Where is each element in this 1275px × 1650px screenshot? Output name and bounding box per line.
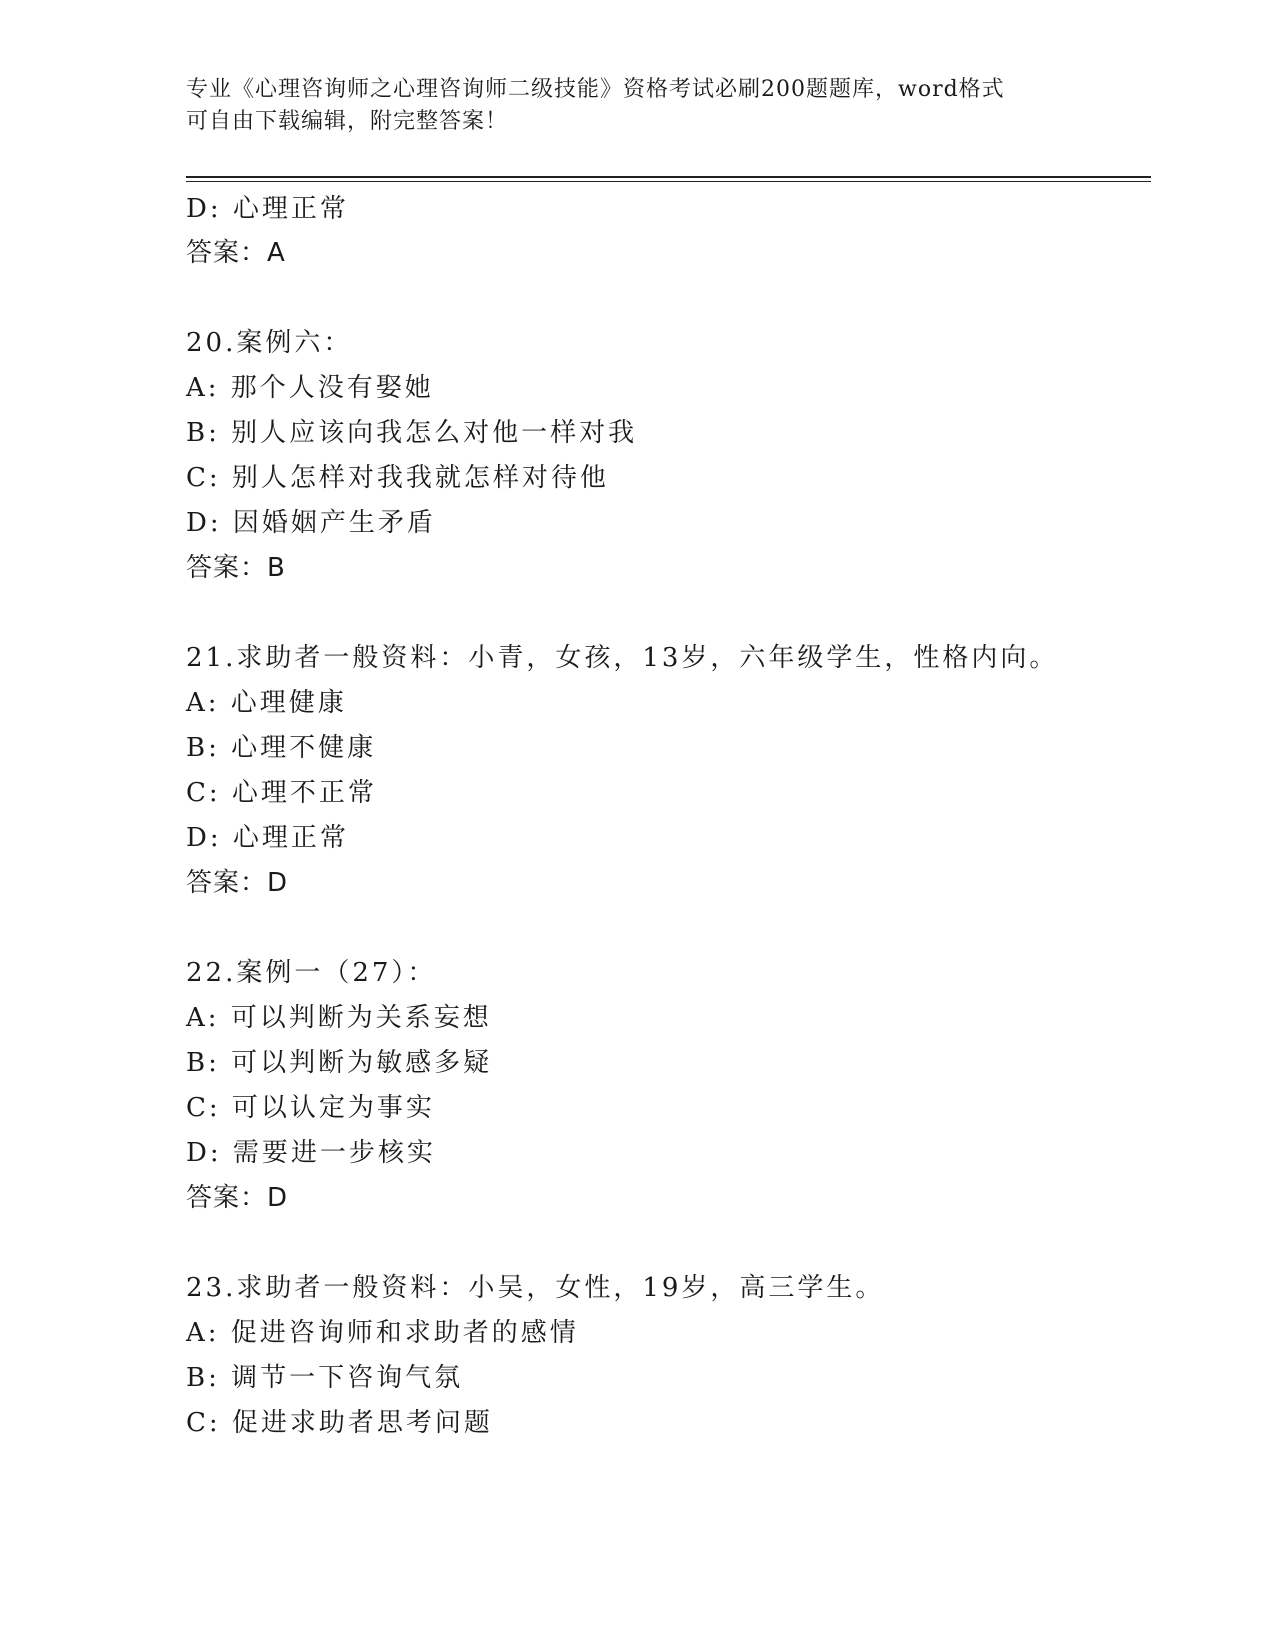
option-line: B: 调节一下咨询气氛 [186,1363,464,1393]
answer-line: 答案：D [186,1183,289,1213]
option-line: C: 别人怎样对我我就怎样对待他 [186,463,609,493]
option-line: A: 那个人没有娶她 [186,373,434,403]
question-line: 20.案例六： [186,328,353,358]
question-line: 22.案例一（27）： [186,958,437,988]
option-line: C: 可以认定为事实 [186,1093,435,1123]
option-line: B: 可以判断为敏感多疑 [186,1048,493,1078]
header-line-1: 专业《心理咨询师之心理咨询师二级技能》资格考试必刷200题题库，word格式 [186,77,1005,102]
option-line: D: 因婚姻产生矛盾 [186,508,436,538]
option-line: D: 心理正常 [186,823,349,853]
option-line: C: 促进求助者思考问题 [186,1408,493,1438]
answer-line: 答案：D [186,868,289,898]
answer-line: 答案：B [186,553,286,583]
document-header [186,74,1086,138]
option-line: B: 心理不健康 [186,733,377,763]
option-line: A: 心理健康 [186,688,347,718]
question-line: 23.求助者一般资料：小吴，女性，19岁，高三学生。 [186,1273,885,1303]
option-line: B: 别人应该向我怎么对他一样对我 [186,418,638,448]
header-divider-thin [186,181,1151,182]
question-line: 21.求助者一般资料：小青，女孩，13岁，六年级学生，性格内向。 [186,643,1059,673]
option-line: D: 需要进一步核实 [186,1138,436,1168]
option-line: D: 心理正常 [186,194,349,224]
answer-line: 答案：A [186,238,286,268]
option-line: A: 促进咨询师和求助者的感情 [186,1318,579,1348]
header-divider-thick [186,176,1151,178]
option-line: C: 心理不正常 [186,778,377,808]
option-line: A: 可以判断为关系妄想 [186,1003,492,1033]
header-line-2: 可自由下载编辑，附完整答案！ [186,109,509,134]
